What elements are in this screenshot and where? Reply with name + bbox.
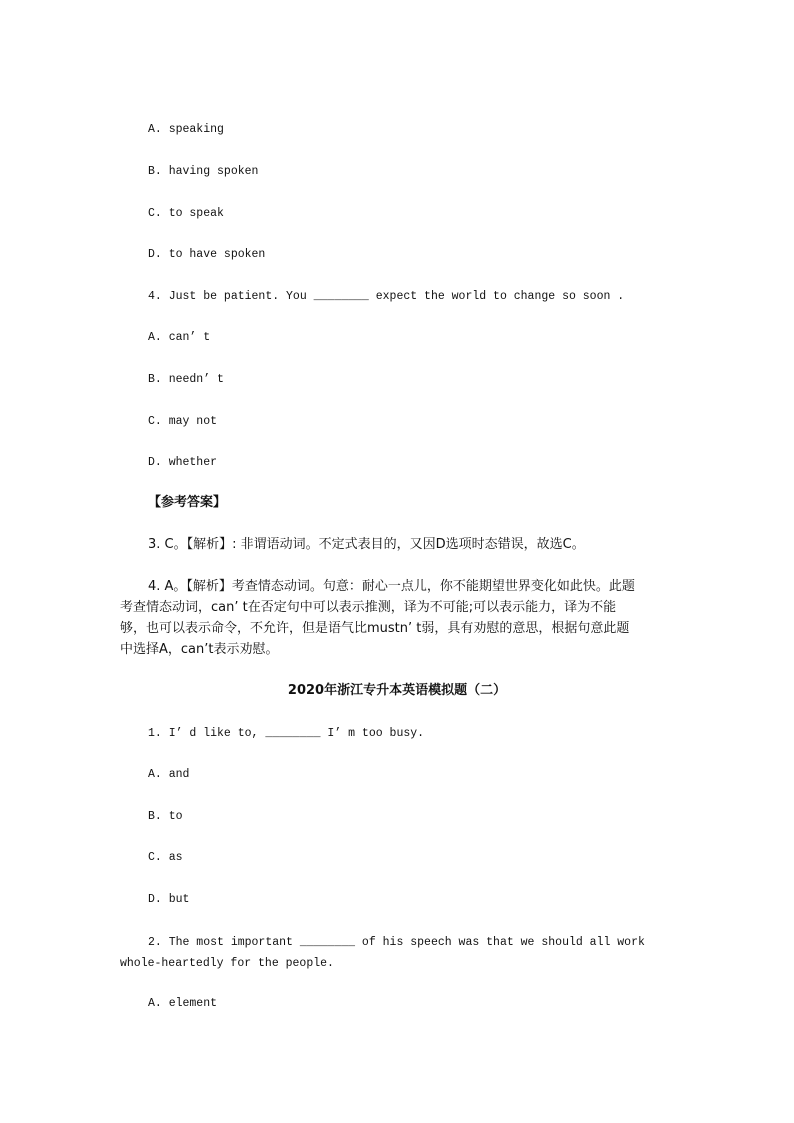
q4-option-c: C. may not (148, 415, 218, 428)
s2-question-2-line: 2. The most important ________ of his speech was that we should all work (148, 936, 645, 949)
s2-q1-option-c: C. as (148, 851, 183, 864)
answer-3: 3. C。【解析】: 非谓语动词。不定式表目的，又因D选项时态错误，故选C。 (148, 537, 585, 552)
s2-question-2-line: whole-heartedly for the people. (120, 957, 334, 970)
answer-4-line: 4. A。【解析】考查情态动词。句意：耐心一点儿，你不能期望世界变化如此快。此题 (148, 579, 635, 594)
answer-4-line: 考查情态动词，can’ t在否定句中可以表示推测，译为不可能;可以表示能力，译为不能 (120, 600, 617, 615)
answer-4-line: 中选择A，can’t表示劝慰。 (120, 642, 279, 657)
option-c-to-speak: C. to speak (148, 207, 224, 220)
option-b-having-spoken: B. having spoken (148, 165, 259, 178)
option-a-speaking: A. speaking (148, 123, 224, 136)
answer-heading: 【参考答案】 (148, 495, 227, 510)
answer-4-paragraph (120, 576, 676, 660)
section-title: 2020年浙江专升本英语模拟题（二） (287, 683, 507, 698)
question-4: 4. Just be patient. You ________ expect the world to change so soon . (148, 290, 625, 303)
q4-option-a: A. can’ t (148, 331, 211, 344)
answer-4-line: 够，也可以表示命令，不允许，但是语气比mustn’ t弱，具有劝慰的意思，根据句意此题 (120, 621, 630, 636)
s2-q1-option-b: B. to (148, 810, 183, 823)
q4-option-d: D. whether (148, 456, 218, 469)
s2-q1-option-a: A. and (148, 768, 190, 781)
option-d-to-have-spoken: D. to have spoken (148, 248, 266, 261)
s2-q1-option-d: D. but (148, 893, 190, 906)
s2-question-1: 1. I’ d like to, ________ I’ m too busy. (148, 727, 425, 740)
s2-question-2 (120, 932, 676, 974)
q4-option-b: B. needn’ t (148, 373, 224, 386)
s2-q2-option-a: A. element (148, 997, 218, 1010)
